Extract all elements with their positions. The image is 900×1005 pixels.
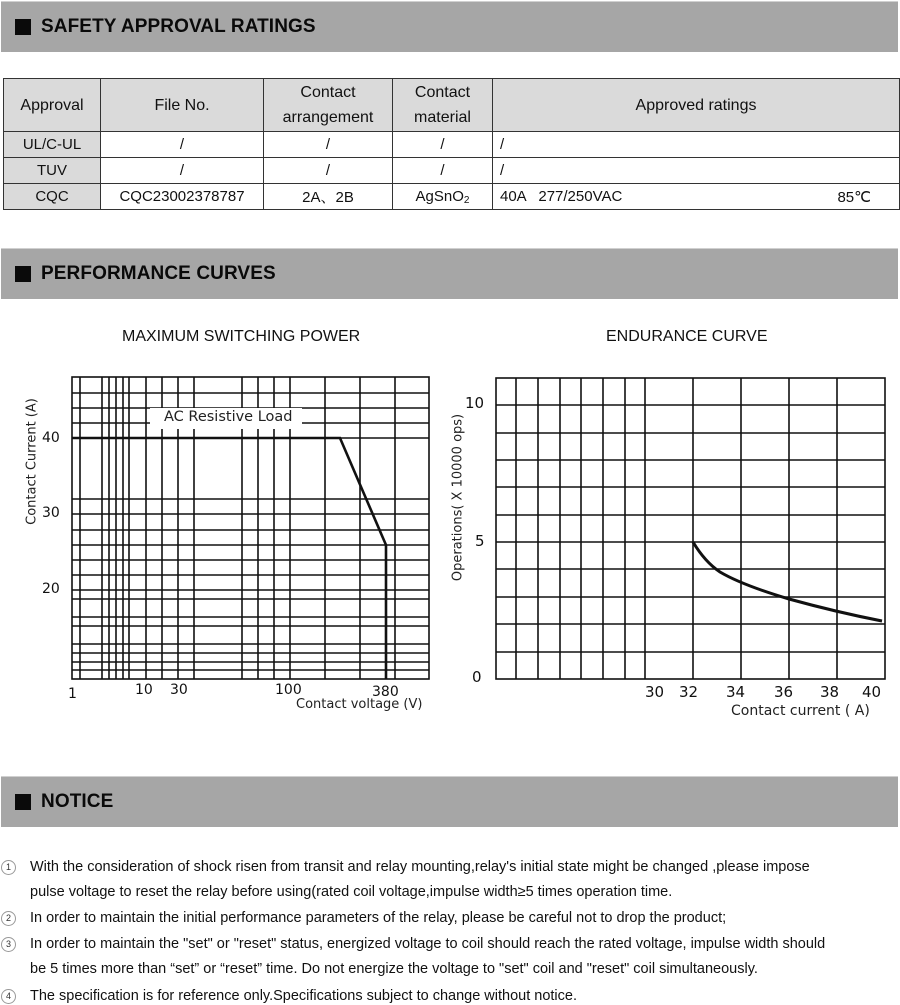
header-contact-arrangement: Contact arrangement — [264, 79, 393, 132]
notice-text: The specification is for reference only.Specifications subject to change without notice. — [30, 988, 577, 1004]
cell-arrangement: / — [264, 132, 393, 158]
header-approved-ratings: Approved ratings — [493, 79, 900, 132]
cell-rating: / — [493, 158, 900, 184]
cell-rating: / — [493, 132, 900, 158]
y-tick: 40 — [42, 430, 60, 446]
circled-number-icon: 4 — [1, 989, 16, 1004]
notice-text: In order to maintain the initial performance parameters of the relay, please be careful not to drop the product; — [30, 910, 727, 926]
y-tick: 30 — [42, 505, 60, 521]
header-approval: Approval — [4, 79, 101, 132]
header-contact-material: Contact material — [393, 79, 493, 132]
x-tick: 10 — [135, 682, 153, 698]
section-title: NOTICE — [41, 791, 114, 812]
y-tick: 0 — [472, 668, 482, 686]
header-file-no: File No. — [101, 79, 264, 132]
cell-rating: 40A 277/250VAC 85℃ — [493, 184, 900, 210]
cell-file-no: / — [101, 132, 264, 158]
y-tick: 20 — [42, 581, 60, 597]
x-tick: 32 — [679, 683, 699, 701]
x-axis-label: Contact current ( A) — [731, 703, 870, 719]
chart-title-max-switching-power: MAXIMUM SWITCHING POWER — [122, 328, 361, 345]
cell-material: AgSnO$_2$ — [393, 184, 493, 210]
x-tick: 30 — [645, 683, 665, 701]
circled-number-icon: 2 — [1, 911, 16, 926]
notice-text: pulse voltage to reset the relay before using(rated coil voltage,impulse width≥5 times operation time. — [30, 884, 673, 900]
cell-material: / — [393, 158, 493, 184]
endurance-curve — [693, 542, 882, 621]
section-title: SAFETY APPROVAL RATINGS — [41, 16, 316, 37]
x-tick: 1 — [68, 686, 77, 702]
x-axis-label: Contact voltage (V) — [296, 697, 423, 712]
cell-approval: CQC — [4, 184, 101, 210]
y-tick: 10 — [465, 394, 485, 412]
notice-text: be 5 times more than “set” or “reset” time. Do not energize the voltage to "set" coil and "reset" coil simultaneously. — [30, 961, 758, 977]
circled-number-icon: 1 — [1, 860, 16, 875]
grid-lines — [496, 378, 885, 679]
legend-ac-resistive-load: AC Resistive Load — [164, 409, 293, 425]
x-tick: 30 — [170, 682, 188, 698]
chart-title-endurance: ENDURANCE CURVE — [606, 328, 768, 345]
x-tick: 380 — [372, 684, 399, 700]
temperature-rating: 85℃ — [837, 189, 871, 206]
section-header-notice — [1, 776, 898, 827]
cell-arrangement: / — [264, 158, 393, 184]
cell-file-no: / — [101, 158, 264, 184]
x-tick: 38 — [820, 683, 840, 701]
cell-approval: UL/C-UL — [4, 132, 101, 158]
circled-number-icon: 3 — [1, 937, 16, 952]
cell-material: / — [393, 132, 493, 158]
x-tick: 36 — [774, 683, 794, 701]
cell-approval: TUV — [4, 158, 101, 184]
x-tick: 34 — [726, 683, 746, 701]
y-axis-label: Contact Current (A) — [24, 398, 40, 525]
cell-file-no: CQC23002378787 — [101, 184, 264, 210]
section-title: PERFORMANCE CURVES — [41, 263, 276, 284]
notice-text: With the consideration of shock risen from transit and relay mounting,relay's initial state might be changed ,please impose — [30, 859, 810, 875]
notice-text: In order to maintain the "set" or "reset" status, energized voltage to coil should reach the rated voltage, impulse width should — [30, 936, 826, 952]
cell-arrangement: 2A、2B — [264, 184, 393, 210]
square-bullet-icon — [15, 794, 31, 810]
y-axis-label: Operations( X 10000 ops) — [450, 413, 466, 582]
x-tick: 40 — [862, 683, 882, 701]
y-tick: 5 — [475, 532, 485, 550]
x-tick: 100 — [275, 682, 302, 698]
